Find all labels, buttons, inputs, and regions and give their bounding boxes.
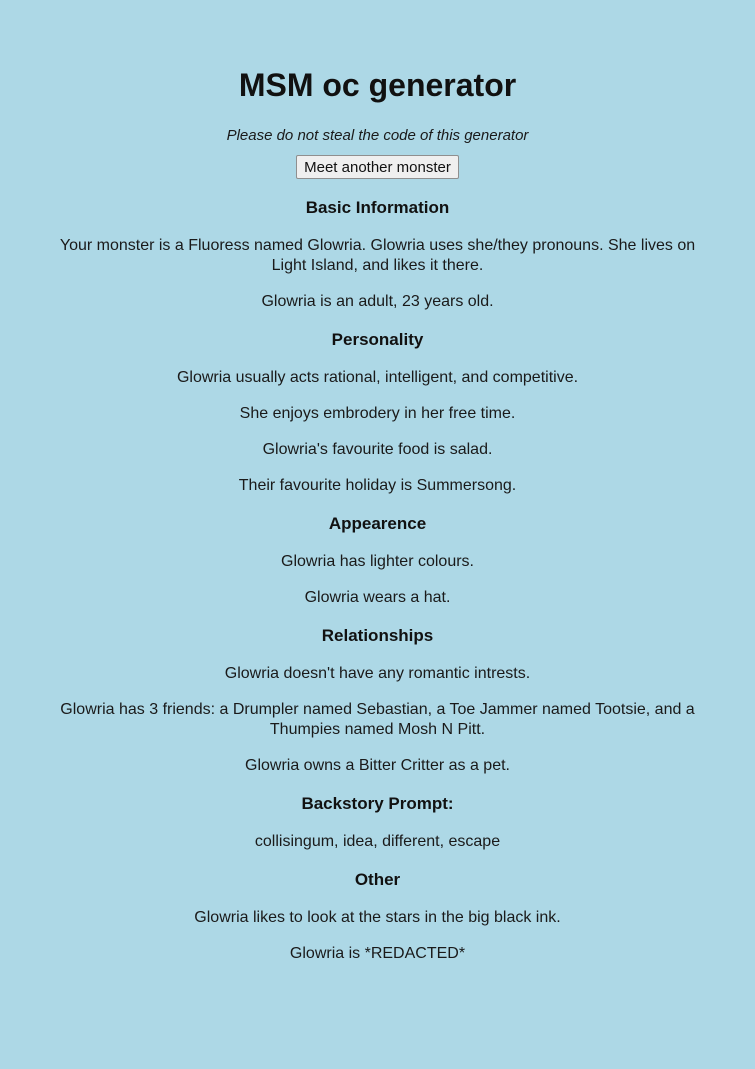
- age-text: Glowria is an adult, 23 years old.: [261, 293, 494, 310]
- favourite-food-text: Glowria's favourite food is salad.: [262, 441, 493, 458]
- other-heading: Other: [354, 870, 401, 889]
- page-title: MSM oc generator: [238, 67, 517, 103]
- appearance-heading: Appearence: [328, 514, 427, 533]
- hobby-text: She enjoys embrodery in her free time.: [239, 405, 516, 422]
- section-backstory: [56, 793, 699, 852]
- redacted-text: Glowria is *REDACTED*: [289, 945, 466, 962]
- section-relationships: [56, 625, 699, 776]
- personality-heading: Personality: [331, 330, 424, 349]
- friends-text: Glowria has 3 friends: a Drumpler named Sebastian, a Toe Jammer named Tootsie, and a Thumpies named Mosh N Pitt.: [60, 701, 695, 738]
- accessory-text: Glowria wears a hat.: [304, 589, 451, 606]
- stars-text: Glowria likes to look at the stars in the big black ink.: [194, 909, 561, 926]
- pet-text: Glowria owns a Bitter Critter as a pet.: [245, 757, 510, 774]
- section-other: [56, 869, 699, 964]
- favourite-holiday-text: Their favourite holiday is Summersong.: [238, 477, 517, 494]
- relationships-heading: Relationships: [321, 626, 434, 645]
- romance-text: Glowria doesn't have any romantic intrests.: [224, 665, 531, 682]
- section-basic-information: [56, 197, 699, 312]
- button-container: [56, 155, 699, 181]
- copyright-notice: Please do not steal the code of this generator: [226, 127, 529, 144]
- section-personality: [56, 329, 699, 496]
- backstory-heading: Backstory Prompt:: [301, 794, 454, 813]
- traits-text: Glowria usually acts rational, intelligent, and competitive.: [176, 369, 579, 386]
- colours-text: Glowria has lighter colours.: [281, 553, 474, 570]
- backstory-prompt-text: collisingum, idea, different, escape: [254, 833, 501, 850]
- basic-information-heading: Basic Information: [305, 198, 450, 217]
- section-appearance: [56, 513, 699, 608]
- meet-another-monster-button[interactable]: Meet another monster: [296, 155, 459, 179]
- species-name-pronouns-text: Your monster is a Fluoress named Glowria. Glowria uses she/they pronouns. She lives on Light Island, and likes it there.: [59, 237, 696, 274]
